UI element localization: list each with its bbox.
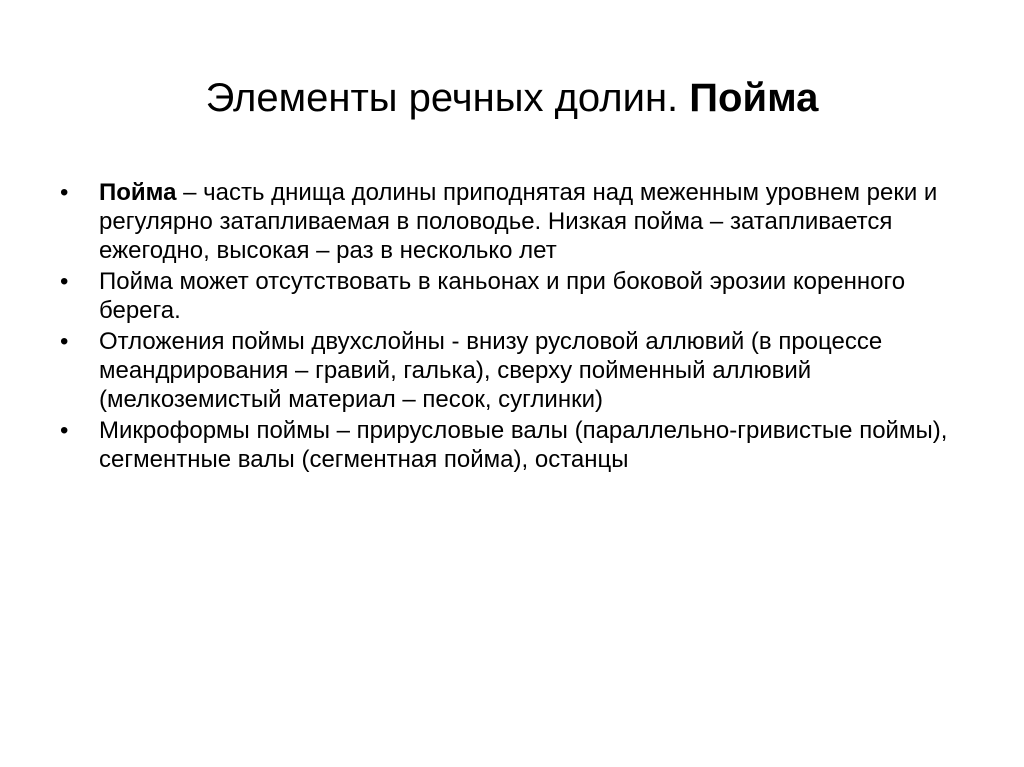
bullet-body: – часть днища долины приподнятая над меженным уровнем реки и регулярно затапливаемая в половодье. Низкая пойма – затапливается ежегодно, высокая – раз в несколько лет: [99, 179, 938, 264]
slide-title-prefix: Элементы речных долин.: [205, 76, 690, 120]
bullet-item: [60, 178, 960, 265]
bullet-marker: •: [60, 179, 69, 206]
bullet-item: [60, 416, 960, 474]
bullet-item: [60, 327, 960, 414]
bullet-marker: •: [60, 417, 69, 444]
bullet-text: [99, 328, 882, 413]
bullet-term: Пойма: [99, 179, 177, 206]
bullet-marker: •: [60, 328, 69, 355]
bullet-marker: •: [60, 268, 69, 295]
bullet-text: [99, 268, 905, 324]
bullet-text: [99, 179, 937, 264]
slide-title: [0, 70, 1024, 126]
bullet-text: [99, 417, 947, 473]
bullet-body: Микроформы поймы – прирусловые валы (параллельно-гривистые поймы), сегментные валы (сегментная пойма), останцы: [99, 417, 948, 473]
bullet-list: [60, 178, 960, 476]
bullet-body: Отложения поймы двухслойны - внизу русловой аллювий (в процессе меандрирования – гравий, галька), сверху пойменный аллювий (мелкоземистый материал – песок, суглинки): [99, 328, 883, 413]
bullet-body: Пойма может отсутствовать в каньонах и при боковой эрозии коренного берега.: [99, 268, 906, 324]
slide-title-bold: Пойма: [689, 76, 819, 120]
bullet-item: [60, 267, 960, 325]
